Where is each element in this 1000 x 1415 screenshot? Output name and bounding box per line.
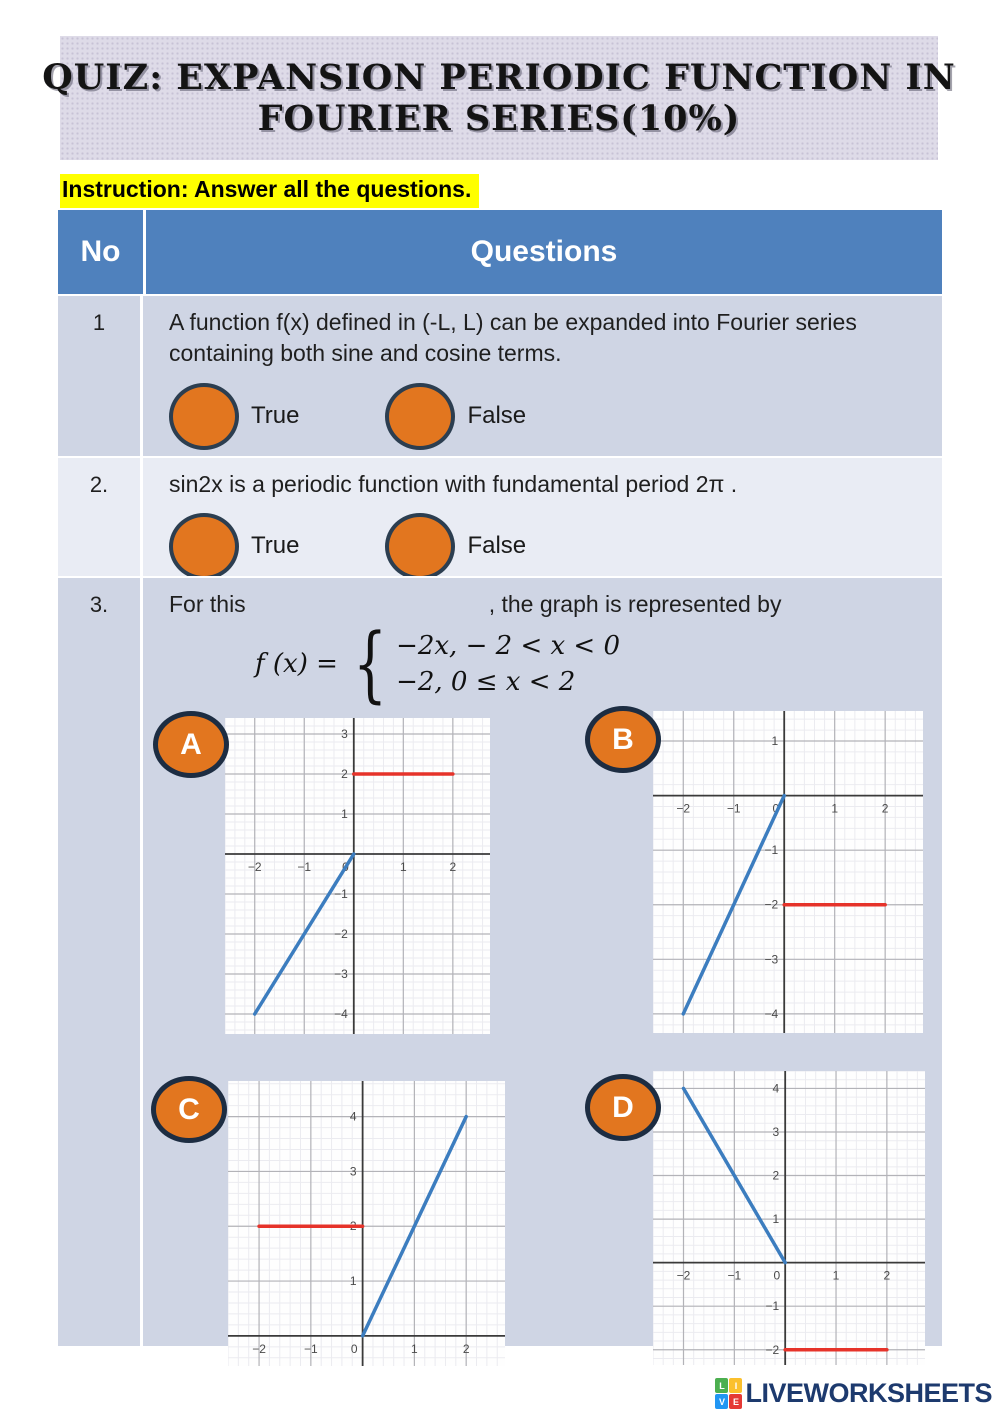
formula-case-1: −2x, − 2 < x < 0 <box>396 631 621 662</box>
svg-text:2: 2 <box>772 1168 780 1183</box>
formula-lhs: f (x) = <box>255 649 338 680</box>
graph-b <box>653 711 923 1033</box>
quiz-table <box>58 210 942 1357</box>
formula-case-2: −2, 0 ≤ x < 2 <box>396 667 576 698</box>
svg-text:−3: −3 <box>764 952 779 967</box>
svg-text:−2: −2 <box>247 860 262 874</box>
svg-text:1: 1 <box>832 1268 840 1283</box>
svg-text:4: 4 <box>772 1081 780 1096</box>
svg-text:−2: −2 <box>765 1342 780 1357</box>
svg-text:2: 2 <box>341 767 348 781</box>
svg-text:1: 1 <box>772 1212 780 1227</box>
svg-text:−1: −1 <box>303 1341 318 1356</box>
quiz-title-banner <box>42 36 956 160</box>
column-header-no: No <box>58 210 146 294</box>
choice-badge-a[interactable] <box>153 711 229 778</box>
choice-badge-b-letter: B <box>612 722 634 756</box>
question-1-number: 1 <box>58 296 143 456</box>
svg-text:0: 0 <box>342 860 349 874</box>
table-header-row <box>58 210 942 294</box>
svg-text:−2: −2 <box>252 1341 266 1356</box>
svg-text:−1: −1 <box>727 1268 742 1283</box>
logo-square-v: V <box>715 1394 728 1409</box>
choice-badge-d-letter: D <box>612 1090 634 1124</box>
question-2-true-label: True <box>251 532 300 560</box>
svg-text:−1: −1 <box>765 1299 780 1314</box>
svg-text:3: 3 <box>341 727 348 741</box>
svg-text:1: 1 <box>411 1341 418 1356</box>
svg-text:−4: −4 <box>334 1007 348 1021</box>
question-3-number: 3. <box>58 578 143 1346</box>
svg-text:1: 1 <box>349 1274 357 1289</box>
svg-text:−2: −2 <box>676 1268 691 1283</box>
choice-badge-a-letter: A <box>180 727 202 761</box>
question-1-text: A function f(x) defined in (-L, L) can be expanded into Fourier series containing both sine and cosine terms. <box>169 309 857 367</box>
question-2-text: sin2x is a periodic function with fundamental period 2π . <box>169 471 738 497</box>
svg-text:−2: −2 <box>764 897 779 912</box>
graph-d <box>653 1071 925 1365</box>
piecewise-function-formula <box>255 617 922 713</box>
svg-text:2: 2 <box>349 1219 357 1234</box>
svg-text:−1: −1 <box>334 887 348 901</box>
question-row-3 <box>58 576 942 1357</box>
svg-text:−2: −2 <box>334 927 348 941</box>
question-3-text-after: , the graph is represented by <box>488 591 782 617</box>
quiz-title-line-2: FOURIER SERIES(10%) <box>257 98 741 139</box>
svg-text:−1: −1 <box>297 860 312 874</box>
svg-text:−4: −4 <box>764 1006 779 1021</box>
question-2-option-false <box>385 513 526 580</box>
instruction-text: Instruction: Answer all the questions. <box>60 174 479 208</box>
choice-badge-c-letter: C <box>178 1092 200 1126</box>
logo-square-i: I <box>729 1378 742 1393</box>
question-2-option-true <box>169 513 299 580</box>
svg-text:0: 0 <box>772 801 780 816</box>
graph-a <box>225 718 490 1034</box>
graph-c <box>228 1081 505 1366</box>
svg-text:1: 1 <box>771 734 779 749</box>
question-row-1 <box>58 294 942 456</box>
liveworksheets-brand-text: LIVEWORKSHEETS <box>745 1378 992 1408</box>
question-2-true-radio-button[interactable] <box>169 513 239 580</box>
svg-text:1: 1 <box>341 807 348 821</box>
logo-square-l: L <box>715 1378 728 1393</box>
svg-text:2: 2 <box>881 801 889 816</box>
question-1-options <box>169 383 922 450</box>
svg-text:−3: −3 <box>334 967 348 981</box>
question-1-false-label: False <box>467 401 527 429</box>
question-1-false-radio-button[interactable] <box>385 383 455 450</box>
quiz-title-line-1: QUIZ: EXPANSION PERIODIC FUNCTION IN <box>42 56 956 98</box>
question-1-true-label: True <box>251 401 300 429</box>
liveworksheets-logo[interactable] <box>715 1378 992 1409</box>
question-3-text <box>169 589 922 620</box>
formula-brace: { <box>353 617 387 713</box>
choice-badge-d[interactable] <box>585 1074 661 1141</box>
svg-text:−1: −1 <box>764 843 779 858</box>
question-row-2 <box>58 456 942 576</box>
svg-text:3: 3 <box>772 1124 780 1139</box>
svg-text:1: 1 <box>399 860 407 874</box>
question-2-number: 2. <box>58 458 143 576</box>
svg-text:1: 1 <box>831 801 839 816</box>
question-1-option-true <box>169 383 299 450</box>
question-1-option-false <box>385 383 526 450</box>
svg-text:−1: −1 <box>726 801 741 816</box>
svg-text:4: 4 <box>349 1109 357 1124</box>
logo-square-e: E <box>729 1394 742 1409</box>
question-3-text-before: For this <box>169 591 246 617</box>
choice-badge-c[interactable] <box>151 1076 227 1143</box>
svg-text:0: 0 <box>350 1341 358 1356</box>
question-2-options <box>169 513 922 580</box>
question-2-false-radio-button[interactable] <box>385 513 455 580</box>
liveworksheets-logo-grid <box>715 1378 742 1409</box>
question-2-false-label: False <box>467 532 527 560</box>
svg-text:−2: −2 <box>676 801 691 816</box>
choice-badge-b[interactable] <box>585 706 661 773</box>
svg-text:2: 2 <box>449 860 457 874</box>
svg-text:2: 2 <box>462 1341 470 1356</box>
svg-text:3: 3 <box>349 1164 357 1179</box>
svg-text:2: 2 <box>883 1268 891 1283</box>
question-1-true-radio-button[interactable] <box>169 383 239 450</box>
svg-text:0: 0 <box>773 1268 781 1283</box>
column-header-questions: Questions <box>470 235 618 268</box>
